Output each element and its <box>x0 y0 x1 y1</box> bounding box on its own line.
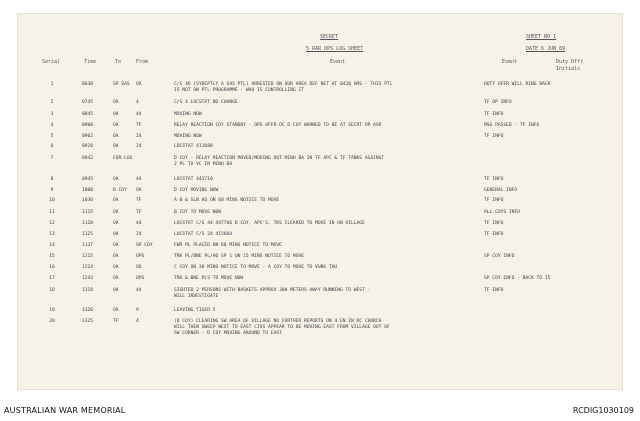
duty-officer-note: TF INFO <box>484 112 504 117</box>
duty-officer-note: GENERAL INFO <box>484 188 518 193</box>
time-cell: 0745 <box>82 100 94 105</box>
header-initials: Initials <box>556 66 581 72</box>
to-cell: OA <box>113 210 119 215</box>
event-text: LEAVING TIGER 5 <box>174 308 216 313</box>
duty-officer-note: TF INFO <box>484 134 504 139</box>
duty-officer-note: TF OP INFO <box>484 100 512 105</box>
from-cell: OA <box>136 188 142 193</box>
serial-cell: 7 <box>50 156 54 161</box>
serial-cell: 19 <box>49 308 55 313</box>
serial-cell: 15 <box>49 254 55 259</box>
document-title: 5 RAR OPS LOG SHEET <box>306 46 364 52</box>
serial-cell: 11 <box>49 210 55 215</box>
to-cell: SP SAS <box>113 82 130 87</box>
duty-officer-note: TF INFO <box>484 177 504 182</box>
table-row <box>18 144 622 156</box>
duty-officer-note: SP COY INFO - BACK TO 15 <box>484 276 551 281</box>
to-cell: OA <box>113 243 119 248</box>
time-cell: 0845 <box>82 112 94 117</box>
from-cell: TF <box>136 198 142 203</box>
time-cell: 1137 <box>82 243 94 248</box>
time-cell: 0945 <box>82 177 94 182</box>
duty-officer-note: MSG PASSED - TF INFO <box>484 123 540 128</box>
event-text: (D COY) CLEARING SW AREA OF VILLAGE NO FURTHER REPORTS ON 4 EN IN RC CHURCH <box>174 319 382 324</box>
footer-credit: AUSTRALIAN WAR MEMORIAL <box>4 406 126 415</box>
from-cell: 24 <box>136 134 142 139</box>
time-cell: 1030 <box>82 198 94 203</box>
event-text: LOCSTAT C/S 44 447706 D COY, APC'S, TKS CLEARED TO MOVE IN ON VILLAGE <box>174 221 365 226</box>
to-cell: FOR LOG <box>113 156 133 161</box>
event-text: WILL INVESTIGATE <box>174 294 219 299</box>
time-cell: 1310 <box>82 288 94 293</box>
event-text: LOCSTAT 411680 <box>174 144 213 149</box>
duty-officer-note: TF INFO <box>484 221 504 226</box>
table-row <box>18 288 622 300</box>
serial-cell: 10 <box>49 198 55 203</box>
event-text: FWR PL PLACED ON 60 MINS NOTICE TO MOVE <box>174 243 282 248</box>
time-cell: 0900 <box>82 123 94 128</box>
serial-cell: 17 <box>49 276 55 281</box>
document-sheet <box>18 14 622 389</box>
time-cell: 1125 <box>82 232 94 237</box>
header-serial: Serial <box>42 59 61 65</box>
event-text: MOVING NOW <box>174 134 202 139</box>
to-cell: OA <box>113 308 119 313</box>
serial-cell: 16 <box>49 265 55 270</box>
event-text: C/S 46 (SYDEPTLY A SAS PTL) ARRESTED ON OUR AREA DEF NET AT 0420 HRS - THIS PTL <box>174 82 393 87</box>
table-row <box>18 100 622 112</box>
event-text: LOCSTAT C/S 24 415604 <box>174 232 233 237</box>
table-row <box>18 198 622 210</box>
event-text: C/S 4 LOCSTAT NO CHANGE <box>174 100 238 105</box>
event-text: WILL THEN SWEEP WEST TO EAST CIVS APPEAR TO BE MOVING EAST FROM VILLAGE OUT OF <box>174 325 390 330</box>
from-cell: OPS <box>136 276 145 281</box>
event-text: IS NOT ON PTL PROGRAMME - WHO IS CONTROLLING IT <box>174 88 304 93</box>
table-row <box>18 82 622 94</box>
from-cell: SP COY <box>136 243 153 248</box>
sheet-number: SHEET NO 1 <box>526 34 557 40</box>
duty-officer-note: SP COY INFO <box>484 254 515 259</box>
to-cell: OA <box>113 221 119 226</box>
event-text: RELAY REACTION COY STANDBY - OPS OFFR OC D COY WARNED TO BE AT SECRT OP ASP <box>174 123 382 128</box>
from-cell: 24 <box>136 144 142 149</box>
serial-cell: 13 <box>49 232 55 237</box>
from-cell: TF <box>136 123 142 128</box>
footer-record-id: RCDIG1030109 <box>572 406 634 415</box>
event-text: SIGHTED 2 PERSONS WITH BASKETS APPROX 300 METERS AWAY RUNNING TO WEST - <box>174 288 371 293</box>
to-cell: OA <box>113 232 119 237</box>
serial-cell: 6 <box>50 144 54 149</box>
serial-cell: 8 <box>50 177 54 182</box>
time-cell: 1320 <box>82 308 94 313</box>
table-row <box>18 156 622 168</box>
to-cell: OA <box>113 265 119 270</box>
to-cell: OA <box>113 112 119 117</box>
event-text: A B & SLN HQ ON 60 MINS NOTICE TO MOVE <box>174 198 280 203</box>
header-to: To <box>115 59 122 65</box>
from-cell: OO <box>136 265 142 270</box>
serial-cell: 20 <box>49 319 55 324</box>
serial-cell: 5 <box>50 134 54 139</box>
time-cell: 0920 <box>82 144 94 149</box>
event-text: D COY - RELAY REACTION MOVED/MOVING OUT MINH BA IN TF APC & TF TANKS AGAINST <box>174 156 385 161</box>
time-cell: 0630 <box>82 82 94 87</box>
from-cell: 44 <box>136 288 142 293</box>
table-row <box>18 319 622 336</box>
to-cell: OA <box>113 288 119 293</box>
to-cell: OA <box>113 254 119 259</box>
time-cell: 1325 <box>82 319 94 324</box>
time-cell: 1120 <box>82 221 94 226</box>
table-row <box>18 276 622 288</box>
event-text: D COY MOVING NOW <box>174 188 219 193</box>
from-cell: 44 <box>136 177 142 182</box>
classification: SECRET <box>320 34 339 40</box>
time-cell: 0942 <box>82 156 94 161</box>
from-cell: OA <box>136 82 142 87</box>
event-text: TRK PL/BNE PL/HQ SP 1 ON 15 MINS NOTICE TO MOVE <box>174 254 304 259</box>
serial-cell: 3 <box>50 112 54 117</box>
serial-cell: 4 <box>50 123 54 128</box>
event-text: LOCSTAT 443710 <box>174 177 213 182</box>
header-duty-officer: Duty Offr <box>556 59 584 65</box>
to-cell: OA <box>113 134 119 139</box>
from-cell: 4 <box>136 319 139 324</box>
event-text: TRK & BNE PLS TO MOVE NOW <box>174 276 244 281</box>
event-text: C COY ON 30 MINS NOTICE TO MOVE - A COY TO MOVE TO VUNG TAU <box>174 265 338 270</box>
time-cell: 1243 <box>82 276 94 281</box>
duty-officer-note: TF INFO <box>484 232 504 237</box>
to-cell: OA <box>113 276 119 281</box>
from-cell: 4 <box>136 100 139 105</box>
header-event: Event <box>330 59 346 65</box>
header-event-right: Event <box>502 59 518 65</box>
event-text: SW CORNER - D COY MOVING AROUND TO EAST <box>174 331 282 336</box>
from-cell: OPS <box>136 254 145 259</box>
serial-cell: 2 <box>50 100 54 105</box>
from-cell: 44 <box>136 221 142 226</box>
duty-officer-note: TF INFO <box>484 198 504 203</box>
to-cell: OA <box>113 198 119 203</box>
event-text: 2 PL TO VC IN MINH BA <box>174 162 233 167</box>
from-cell: TF <box>136 210 142 215</box>
time-cell: 1000 <box>82 188 94 193</box>
to-cell: OA <box>113 123 119 128</box>
to-cell: TF <box>113 319 119 324</box>
header-from: From <box>136 59 149 65</box>
duty-officer-note: ALL COYS INFO <box>484 210 520 215</box>
document-date: DATE 6 JUN 69 <box>526 46 566 52</box>
to-cell: OA <box>113 144 119 149</box>
time-cell: 1215 <box>82 254 94 259</box>
to-cell: OA <box>113 177 119 182</box>
from-cell: 24 <box>136 232 142 237</box>
time-cell: 1115 <box>82 210 94 215</box>
time-cell: 0902 <box>82 134 94 139</box>
serial-cell: 18 <box>49 288 55 293</box>
from-cell: 9 <box>136 308 139 313</box>
to-cell: D COY <box>113 188 127 193</box>
duty-officer-note: TF INFO <box>484 288 504 293</box>
duty-officer-note: DUTY OFFR WILL RING BACK <box>484 82 551 87</box>
header-time: Time <box>84 59 97 65</box>
event-text: B COY TO MOVE NOW <box>174 210 222 215</box>
to-cell: OA <box>113 100 119 105</box>
serial-cell: 12 <box>49 221 55 226</box>
event-text: MOVING NOW <box>174 112 202 117</box>
serial-cell: 9 <box>50 188 54 193</box>
time-cell: 1224 <box>82 265 94 270</box>
from-cell: 44 <box>136 112 142 117</box>
serial-cell: 1 <box>50 82 54 87</box>
serial-cell: 14 <box>49 243 55 248</box>
